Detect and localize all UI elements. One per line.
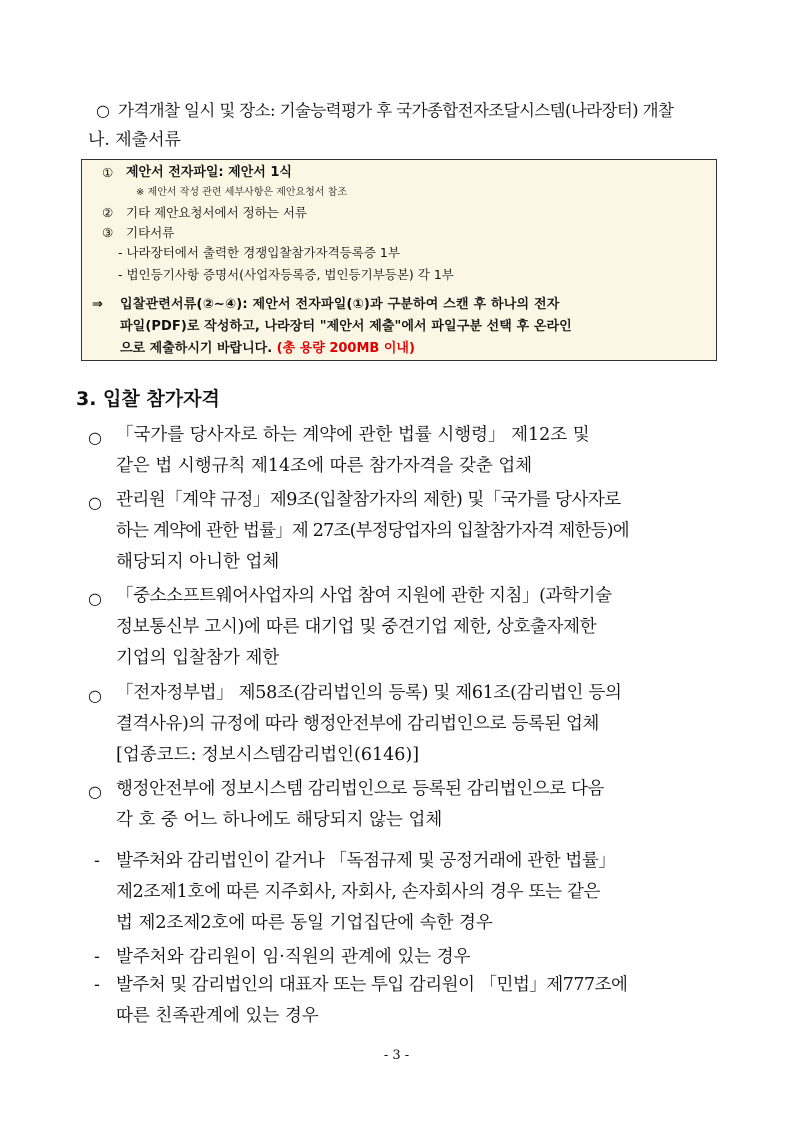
note-line-1: 입찰관련서류(②∼④): 제안서 전자파일(①)과 구분하여 스캔 후 하나의 전자 (120, 297, 560, 312)
subheading: 나. 제출서류 (88, 130, 181, 150)
page-number: - 3 - (383, 1048, 410, 1063)
note-line-2: 파일(PDF)로 작성하고, 나라장터 "제안서 제출"에서 파일구분 선택 후 온라인 (120, 319, 572, 334)
bullet-icon: ○ (88, 782, 102, 801)
dash-marker: - (94, 851, 100, 871)
item2-number: ② (102, 205, 114, 220)
size-limit-note: (총 용량 200MB 이내) (276, 341, 415, 356)
schedule-line: 가격개찰 일시 및 장소: 기술능력평가 후 국가종합전자조달시스템(나라장터) 개찰 (118, 101, 674, 120)
eligibility-item-5-line-2: 각 호 중 어느 하나에도 해당되지 않는 업체 (116, 810, 443, 830)
bullet-icon: ○ (88, 589, 102, 608)
eligibility-item-1-line-2: 같은 법 시행규칙 제14조에 따른 참가자격을 갖춘 업체 (116, 456, 533, 476)
bullet-icon: ○ (88, 428, 102, 447)
exclusion-item-1-line-2: 제2조제1호에 따른 지주회사, 자회사, 손자회사의 경우 또는 같은 (116, 882, 601, 902)
bullet-icon: ○ (96, 101, 110, 120)
eligibility-item-1-line-1: 「국가를 당사자로 하는 계약에 관한 법률 시행령」 제12조 및 (116, 425, 590, 445)
section-title: 3. 입찰 참가자격 (76, 388, 220, 410)
exclusion-item-3-line-1: 발주처 및 감리법인의 대표자 또는 투입 감리원이 「민법」제777조에 (116, 975, 628, 995)
note-line-3: 으로 제출하시기 바랍니다. (총 용량 200MB 이내) (120, 341, 415, 356)
eligibility-item-4-line-3: [업종코드: 정보시스템감리법인(6146)] (116, 745, 420, 765)
eligibility-item-3-line-2: 정보통신부 고시)에 따른 대기업 및 중견기업 제한, 상호출자제한 (116, 617, 597, 637)
exclusion-item-1-line-1: 발주처와 감리법인이 같거나 「독점규제 및 공정거래에 관한 법률」 (116, 851, 616, 871)
eligibility-item-2-line-3: 해당되지 아니한 업체 (116, 552, 280, 572)
bullet-icon: ○ (88, 686, 102, 705)
arrow-icon: ⇒ (92, 297, 103, 312)
item1-note: ※ 제안서 작성 관련 세부사항은 제안요청서 참조 (136, 187, 347, 198)
bullet-icon: ○ (88, 493, 102, 512)
item1-number: ① (102, 165, 114, 180)
eligibility-item-4-line-2: 결격사유)의 규정에 따라 행정안전부에 감리법인으로 등록된 업체 (116, 714, 600, 734)
eligibility-item-2-line-1: 관리원「계약 규정」제9조(입찰참가자의 제한) 및「국가를 당사자로 (116, 490, 621, 510)
item3-sub-a: - 나라장터에서 출력한 경쟁입찰참가자격등록증 1부 (118, 245, 400, 260)
item3-number: ③ (102, 225, 114, 240)
eligibility-item-5-line-1: 행정안전부에 정보시스템 감리법인으로 등록된 감리법인으로 다음 (116, 779, 604, 799)
dash-marker: - (94, 947, 100, 967)
item2-text: 기타 제안요청서에서 정하는 서류 (126, 205, 307, 220)
exclusion-item-1-line-3: 법 제2조제2호에 따른 동일 기업집단에 속한 경우 (116, 913, 493, 933)
dash-marker: - (94, 975, 100, 995)
item3-text: 기타서류 (126, 225, 175, 240)
eligibility-item-3-line-3: 기업의 입찰참가 제한 (116, 648, 280, 668)
documents-box (81, 159, 717, 361)
exclusion-item-3-line-2: 따른 친족관계에 있는 경우 (116, 1006, 319, 1026)
item3-sub-b: - 법인등기사항 증명서(사업자등록증, 법인등기부등본) 각 1부 (118, 267, 454, 282)
eligibility-item-2-line-2: 하는 계약에 관한 법률」제 27조(부정당업자의 입찰참가자격 제한등)에 (116, 521, 629, 541)
eligibility-item-3-line-1: 「중소소프트웨어사업자의 사업 참여 지원에 관한 지침」(과학기술 (116, 586, 612, 606)
item1-text: 제안서 전자파일: 제안서 1식 (126, 165, 292, 180)
eligibility-item-4-line-1: 「전자정부법」 제58조(감리법인의 등록) 및 제61조(감리법인 등의 (116, 683, 622, 703)
exclusion-item-2-line-1: 발주처와 감리원이 임·직원의 관계에 있는 경우 (116, 947, 471, 967)
